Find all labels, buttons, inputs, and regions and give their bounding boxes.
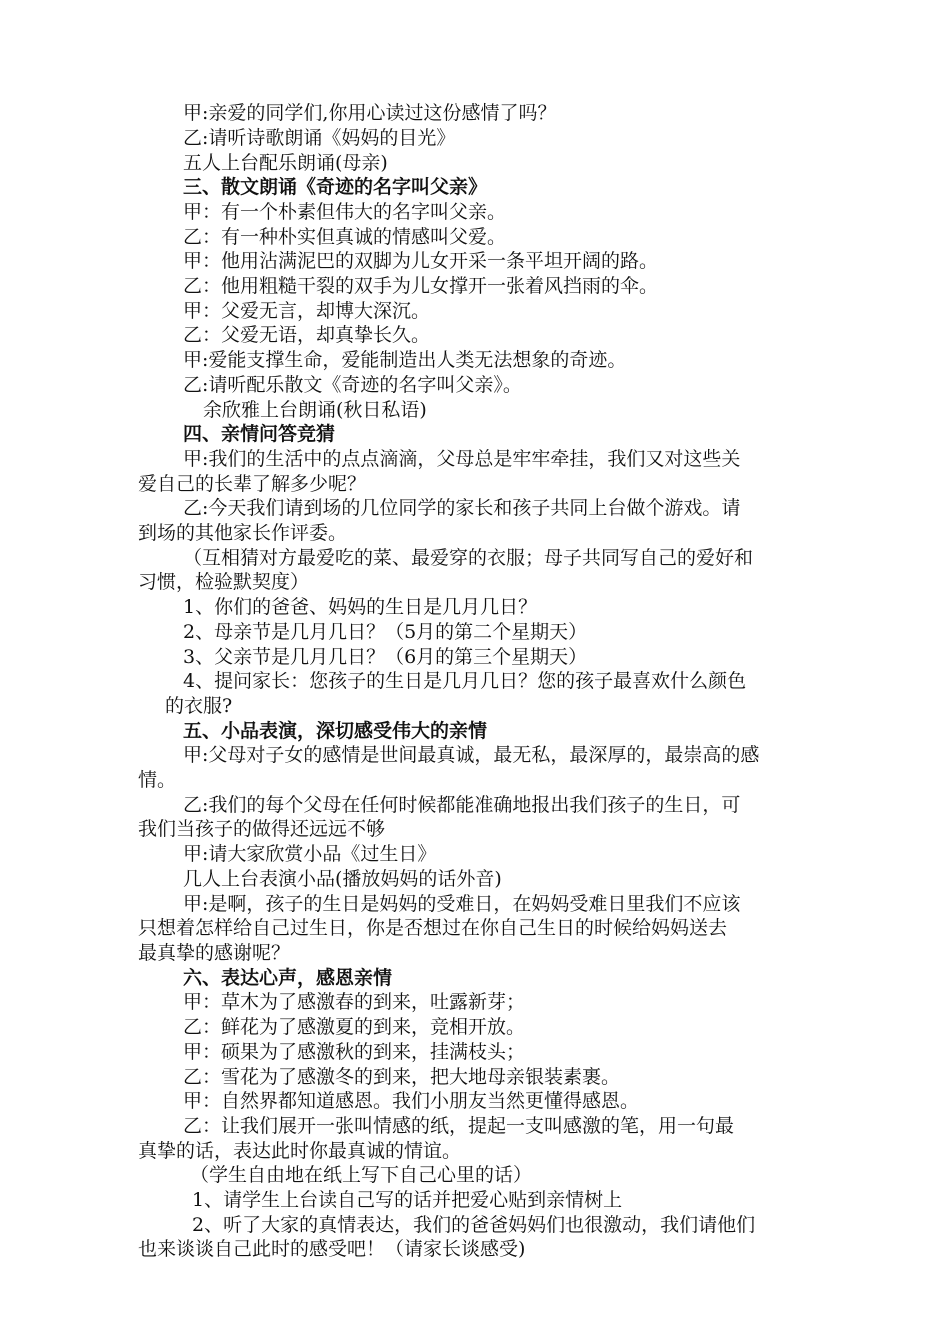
list-item: 2、母亲节是几月几日？（5月的第二个星期天） [183,621,588,643]
text-line: 乙：鲜花为了感激夏的到来，竞相开放。 [183,1016,526,1038]
text-line: 甲：他用沾满泥巴的双脚为儿女开采一条平坦开阔的路。 [183,250,659,272]
text-line: 甲:是啊，孩子的生日是妈妈的受难日，在妈妈受难日里我们不应该 [183,893,741,915]
text-line: 乙:请听诗歌朗诵《妈妈的目光》 [183,127,456,149]
text-line: 习惯，检验默契度） [138,571,310,593]
text-line: 爱自己的长辈了解多少呢？ [138,473,367,495]
text-line: 甲:亲爱的同学们,你用心读过这份感情了吗？ [183,102,557,124]
list-item: 1、请学生上台读自己写的话并把爱心贴到亲情树上 [192,1189,623,1211]
text-line: 情。 [138,769,177,791]
text-line: 乙:请听配乐散文《奇迹的名字叫父亲》。 [183,374,522,396]
text-line: 乙：雪花为了感激冬的到来，把大地母亲银装素裹。 [183,1066,621,1088]
list-item: 的衣服? [165,695,233,717]
text-line: 甲:请大家欣赏小品《过生日》 [183,843,437,865]
text-line: 乙：有一种朴实但真诚的情感叫父爱。 [183,226,507,248]
section-heading: 六、表达心声，感恩亲情 [183,967,393,989]
text-line: （互相猜对方最爱吃的菜、最爱穿的衣服；母子共同写自己的爱好和 [183,547,754,569]
list-item: 2、听了大家的真情表达，我们的爸爸妈妈们也很激动，我们请他们 [192,1214,756,1236]
text-line: 最真挚的感谢呢？ [138,942,291,964]
text-line: 甲：硕果为了感激秋的到来，挂满枝头； [183,1041,526,1063]
text-line: 甲：自然界都知道感恩。我们小朋友当然更懂得感恩。 [183,1090,640,1112]
section-heading: 五、小品表演，深切感受伟大的亲情 [183,720,488,742]
list-item: 3、父亲节是几月几日？（6月的第三个星期天） [183,646,588,668]
list-item: 4、提问家长：您孩子的生日是几月几日？您的孩子最喜欢什么颜色 [183,670,747,692]
text-line: 乙：父爱无语，却真挚长久。 [183,324,431,346]
text-line: 甲：有一个朴素但伟大的名字叫父亲。 [183,201,507,223]
text-line: 甲：草木为了感激春的到来，吐露新芽； [183,991,526,1013]
text-line: 几人上台表演小品(播放妈妈的话外音) [183,868,502,890]
text-line: 只想着怎样给自己过生日，你是否想过在你自己生日的时候给妈妈送去 [138,917,728,939]
text-line: 真挚的话，表达此时你最真诚的情谊。 [138,1140,462,1162]
text-line: 五人上台配乐朗诵(母亲) [183,152,388,174]
list-item: 也来谈谈自己此时的感受吧！（请家长谈感受) [138,1238,526,1260]
text-line: 甲:我们的生活中的点点滴滴，父母总是牢牢牵挂，我们又对这些关 [183,448,741,470]
text-line: （学生自由地在纸上写下自己心里的话） [190,1164,533,1186]
text-line: 甲:父母对子女的感情是世间最真诚，最无私，最深厚的，最崇高的感 [183,744,760,766]
text-line: 甲：父爱无言，却博大深沉。 [183,300,431,322]
text-line: 余欣雅上台朗诵(秋日私语) [203,399,427,421]
text-line: 乙:今天我们请到场的几位同学的家长和孩子共同上台做个游戏。请 [183,497,741,519]
text-line: 我们当孩子的做得还远远不够 [138,818,386,840]
text-line: 乙：他用粗糙干裂的双手为儿女撑开一张着风挡雨的伞。 [183,275,659,297]
section-heading: 四、亲情问答竞猜 [183,423,336,445]
section-heading: 三、散文朗诵《奇迹的名字叫父亲》 [183,176,488,198]
text-line: 乙:我们的每个父母在任何时候都能准确地报出我们孩子的生日，可 [183,794,741,816]
list-item: 1、你们的爸爸、妈妈的生日是几月几日？ [183,596,538,618]
text-line: 甲:爱能支撑生命，爱能制造出人类无法想象的奇迹。 [183,349,627,371]
text-line: 乙：让我们展开一张叫情感的纸，提起一支叫感激的笔，用一句最 [183,1115,735,1137]
text-line: 到场的其他家长作评委。 [138,522,348,544]
